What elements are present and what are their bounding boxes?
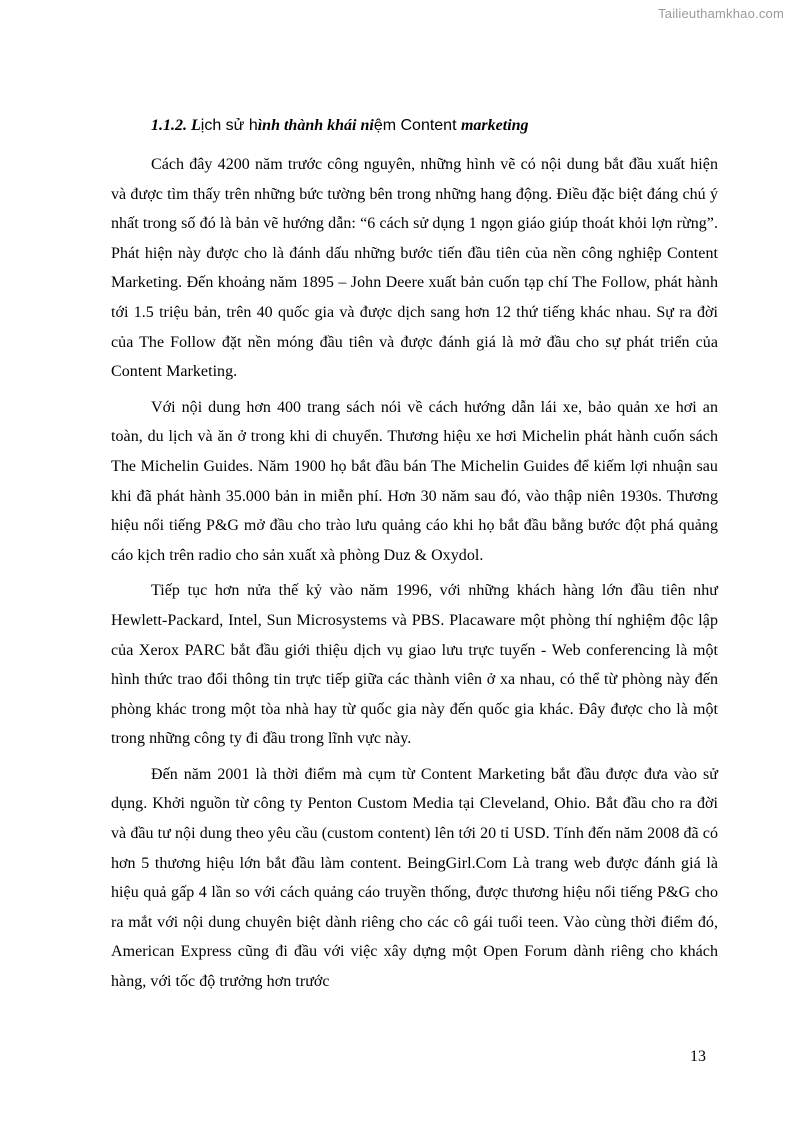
heading-part-1: ịch sử h bbox=[200, 117, 258, 134]
paragraph-4: Đến năm 2001 là thời điểm mà cụm từ Content Marketing bắt đầu được đưa vào sử dụng. Khởi nguồn từ công ty Penton Custom Media tại Cleveland, Ohio. Bắt đầu cho ra đời và đầu tư nội dung theo yêu cầu (custom content) lên tới 20 tỉ USD. Tính đến năm 2008 đã có hơn 5 thương hiệu lớn bắt đầu làm content. BeingGirl.Com Là trang web được đánh giá là hiệu quả gấp 4 lần so với cách quảng cáo truyền thống, được thương hiệu nổi tiếng P&G cho ra mắt với nội dung chuyên biệt dành riêng cho các cô gái tuổi teen. Vào cùng thời điểm đó, American Express cũng đi đầu với việc xây dựng một Open Forum dành riêng cho khách hàng, với tốc độ trưởng hơn trước bbox=[111, 765, 718, 991]
paragraph-3: Tiếp tục hơn nửa thế kỷ vào năm 1996, với những khách hàng lớn đầu tiên như Hewlett-Packard, Intel, Sun Microsystems và PBS. Placaware một phòng thí nghiệm độc lập của Xerox PARC bắt đầu giới thiệu dịch vụ giao lưu trực tuyến - Web conferencing là một hình thức trao đổi thông tin trực tiếp giữa các thành viên ở xa nhau, có thể từ phòng này đến phòng khác trong một tòa nhà hay từ quốc gia này đến quốc gia khác. Đây được cho là một trong những công ty đi đầu trong lĩnh vực này. bbox=[111, 582, 718, 748]
heading-part-4: marketing bbox=[460, 117, 529, 134]
heading-part-3: ệm Content bbox=[373, 117, 461, 134]
heading-part-2: ình thành khái ni bbox=[257, 117, 374, 134]
page-number: 13 bbox=[690, 1048, 706, 1065]
watermark: Tailieuthamkhao.com bbox=[658, 6, 784, 21]
paragraph-1: Cách đây 4200 năm trước công nguyên, những hình vẽ có nội dung bắt đầu xuất hiện và được tìm thấy trên những bức tường bên trong những hang động. Điều đặc biệt đáng chú ý nhất trong số đó là bản vẽ hướng dẫn: “6 cách sử dụng 1 ngọn giáo giúp thoát khỏi lợn rừng”. Phát hiện này được cho là đánh dấu những bước tiến đầu tiên của nền công nghiệp Content Marketing. Đến khoảng năm 1895 – John Deere xuất bản cuốn tạp chí The Follow, phát hành tới 1.5 triệu bản, trên 40 quốc gia và được dịch sang hơn 12 thứ tiếng khác nhau. Sự ra đời của The Follow đặt nền móng đầu tiên và được đánh giá là mở đầu cho sự phát triển của Content Marketing. bbox=[111, 156, 718, 381]
document-page bbox=[111, 114, 718, 1003]
section-heading bbox=[111, 114, 718, 138]
paragraph-2: Với nội dung hơn 400 trang sách nói về cách hướng dẫn lái xe, bảo quản xe hơi an toàn, du lịch và ăn ở trong khi di chuyển. Thương hiệu xe hơi Michelin phát hành cuốn sách The Michelin Guides. Năm 1900 họ bắt đầu bán The Michelin Guides để kiếm lợi nhuận sau khi đã phát hành 35.000 bản in miễn phí. Hơn 30 năm sau đó, vào thập niên 1930s. Thương hiệu nổi tiếng P&G mở đầu cho trào lưu quảng cáo khi họ bắt đầu bằng bước đột phá quảng cáo kịch trên radio cho sản xuất xà phòng Duz & Oxydol. bbox=[111, 398, 718, 564]
heading-number: 1.1.2. L bbox=[151, 117, 201, 134]
